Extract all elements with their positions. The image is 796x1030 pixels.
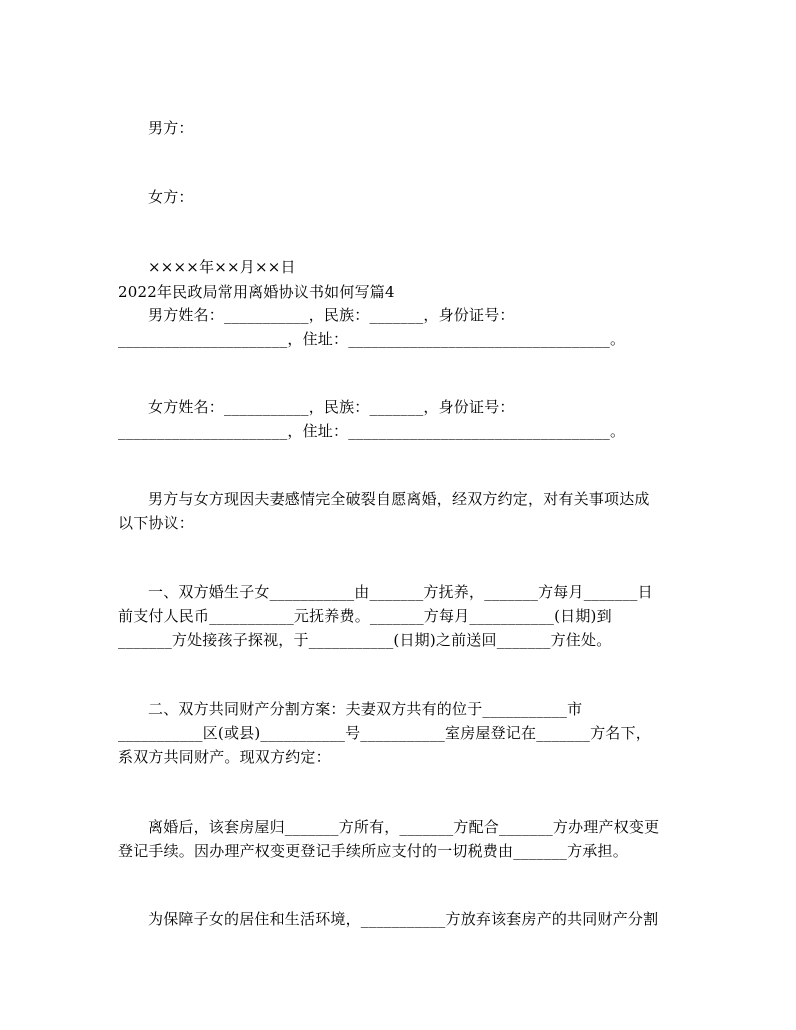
property-split-line-3: 系双方共同财产。现双方约定：	[118, 748, 331, 766]
property-split-line-1: 二、双方共同财产分割方案：夫妻双方共有的位于___________市	[148, 700, 583, 718]
male-address-line: ______________________，住址：__________________________________。	[118, 330, 626, 348]
child-custody-line-3: _______方处接孩子探视，于___________(日期)之前送回_______方住处。	[118, 631, 612, 649]
male-party-label: 男方：	[148, 119, 194, 137]
date-line: ××××年××月××日	[148, 258, 296, 276]
female-name-line: 女方姓名：___________，民族：_______，身份证号：	[148, 398, 515, 416]
agreement-intro-line-2: 以下协议：	[118, 514, 195, 532]
house-ownership-line-1: 离婚后，该套房屋归_______方所有，_______方配合_______方办理产权变更	[148, 818, 660, 836]
child-housing-line: 为保障子女的居住和生活环境，___________方放弃该套房产的共同财产分割	[148, 910, 659, 928]
child-custody-line-1: 一、双方婚生子女___________由_______方抚养，_______方每月_______日	[148, 583, 653, 601]
male-name-line: 男方姓名：___________，民族：_______，身份证号：	[148, 306, 515, 324]
property-split-line-2: ___________区(或县)___________号___________室房屋登记在_______方名下，	[118, 724, 651, 742]
agreement-intro-line-1: 男方与女方现因夫妻感情完全破裂自愿离婚，经双方约定，对有关事项达成	[148, 490, 650, 508]
child-custody-line-2: 前支付人民币___________元抚养费。_______方每月___________(日期)到	[118, 607, 612, 625]
female-party-label: 女方：	[148, 188, 194, 206]
house-ownership-line-2: 登记手续。因办理产权变更登记手续所应支付的一切税费由_______方承担。	[118, 842, 628, 860]
section-title: 2022年民政局常用离婚协议书如何写篇4	[118, 283, 395, 301]
female-address-line: ______________________，住址：__________________________________。	[118, 422, 626, 440]
